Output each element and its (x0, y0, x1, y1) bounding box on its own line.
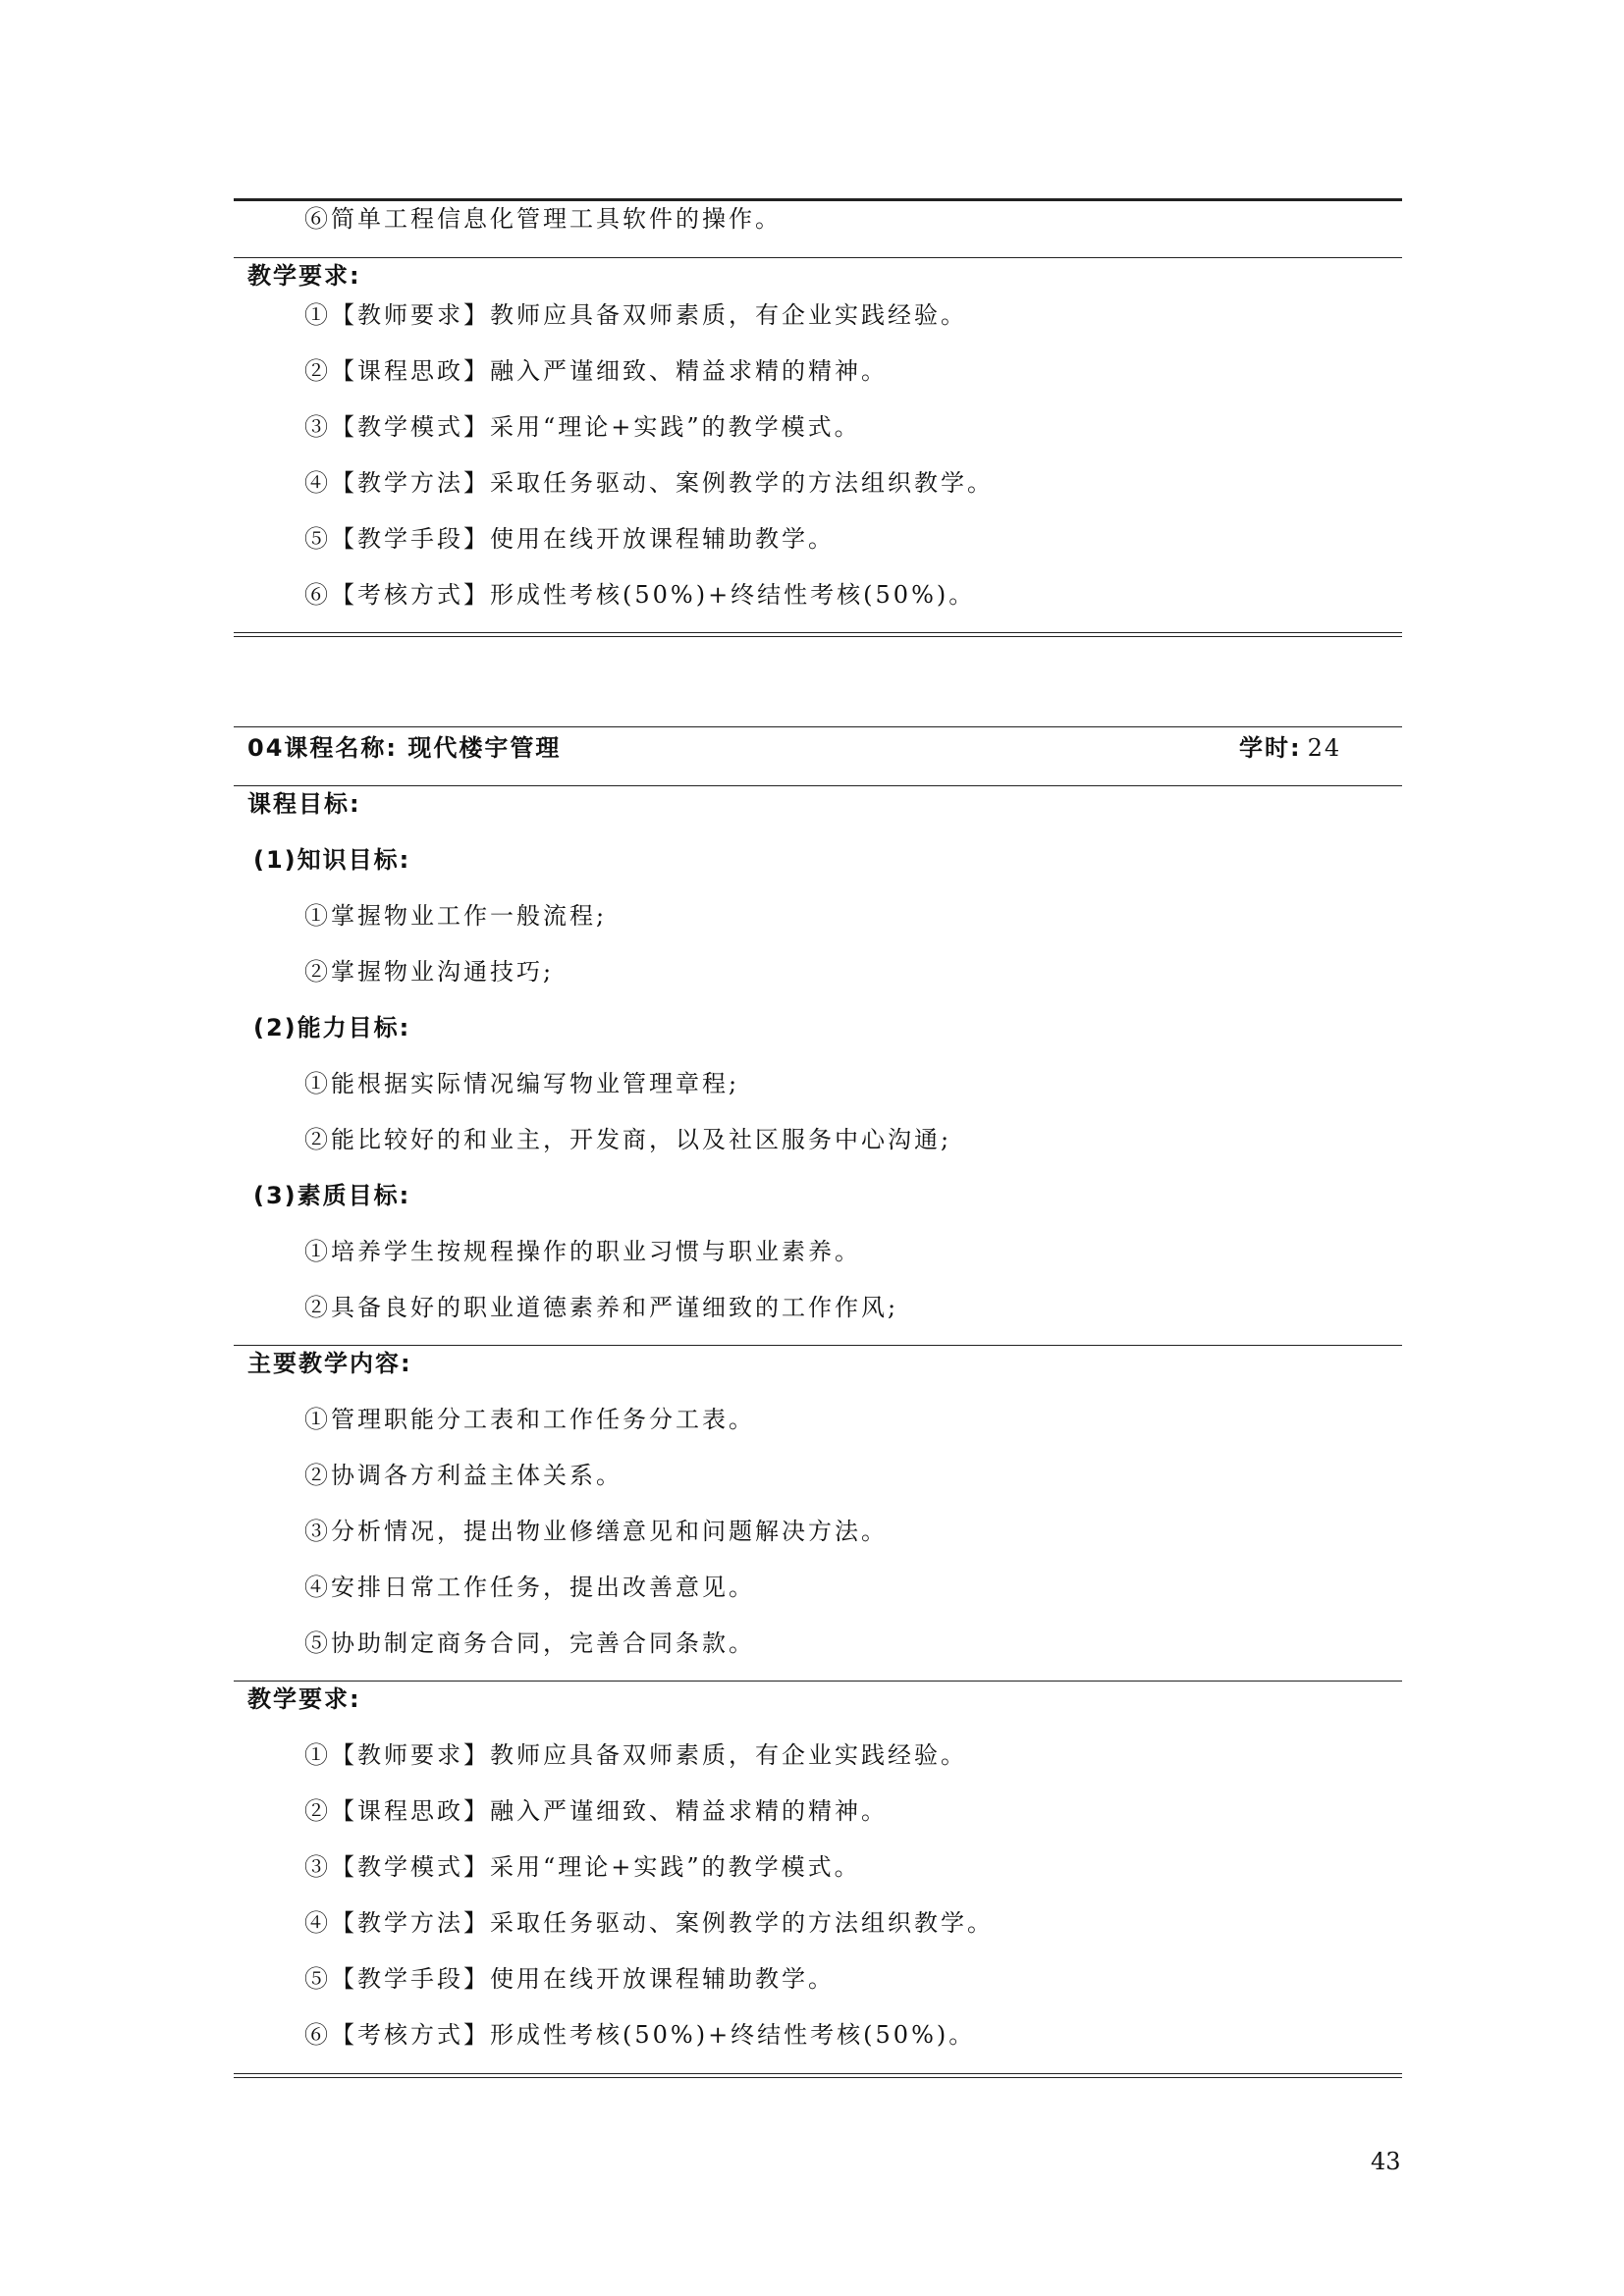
course-hours (1239, 731, 1341, 765)
page-number: 43 (1371, 2148, 1401, 2175)
goals-heading: 课程目标: (247, 790, 361, 818)
section-divider (234, 257, 1402, 258)
course-block-04 (234, 724, 1402, 2089)
ability-item: ①能根据实际情况编写物业管理章程; (304, 1070, 740, 1097)
requirements-heading: 教学要求: (247, 1685, 361, 1713)
content-heading: 主要教学内容: (247, 1350, 412, 1377)
requirement-item: ④【教学方法】采取任务驱动、案例教学的方法组织教学。 (304, 469, 994, 497)
requirement-item: ③【教学模式】采用“理论+实践”的教学模式。 (304, 1853, 861, 1881)
content-item: ②协调各方利益主体关系。 (304, 1462, 623, 1489)
requirement-item: ⑥【考核方式】形成性考核(50%)+终结性考核(50%)。 (304, 581, 976, 609)
ability-item: ②能比较好的和业主，开发商，以及社区服务中心沟通; (304, 1126, 952, 1153)
hours-label: 学时: (1239, 734, 1302, 762)
section-divider (234, 1681, 1402, 1682)
requirement-item: ②【课程思政】融入严谨细致、精益求精的精神。 (304, 1797, 888, 1825)
knowledge-heading: (1)知识目标: (253, 846, 411, 874)
requirement-item: ⑥【考核方式】形成性考核(50%)+终结性考核(50%)。 (304, 2021, 976, 2049)
knowledge-item: ①掌握物业工作一般流程; (304, 902, 608, 930)
quality-heading: (3)素质目标: (253, 1182, 411, 1209)
course-title: 04课程名称: 现代楼宇管理 (247, 734, 562, 762)
top-rule (234, 726, 1402, 727)
bottom-rule (234, 632, 1402, 637)
quality-item: ②具备良好的职业道德素养和严谨细致的工作作风; (304, 1294, 899, 1321)
section-divider (234, 785, 1402, 786)
content-item: ④安排日常工作任务，提出改善意见。 (304, 1574, 755, 1601)
bottom-rule (234, 2073, 1402, 2078)
course-block-continued (234, 196, 1402, 640)
knowledge-item: ②掌握物业沟通技巧; (304, 958, 555, 986)
hours-value: 24 (1307, 734, 1342, 762)
requirement-item: ①【教师要求】教师应具备双师素质，有企业实践经验。 (304, 1741, 967, 1769)
section-divider (234, 1345, 1402, 1346)
requirement-item: ⑤【教学手段】使用在线开放课程辅助教学。 (304, 525, 835, 553)
requirement-item: ②【课程思政】融入严谨细致、精益求精的精神。 (304, 357, 888, 385)
requirement-item: ③【教学模式】采用“理论+实践”的教学模式。 (304, 413, 861, 441)
requirement-item: ④【教学方法】采取任务驱动、案例教学的方法组织教学。 (304, 1909, 994, 1937)
top-rule (234, 198, 1402, 201)
requirements-heading: 教学要求: (247, 262, 361, 290)
ability-heading: (2)能力目标: (253, 1014, 411, 1041)
quality-item: ①培养学生按规程操作的职业习惯与职业素养。 (304, 1238, 861, 1265)
content-item: ⑤协助制定商务合同，完善合同条款。 (304, 1629, 755, 1657)
content-item: ③分析情况，提出物业修缮意见和问题解决方法。 (304, 1518, 888, 1545)
content-item: ⑥简单工程信息化管理工具软件的操作。 (304, 205, 782, 233)
content-item: ①管理职能分工表和工作任务分工表。 (304, 1406, 755, 1433)
requirement-item: ⑤【教学手段】使用在线开放课程辅助教学。 (304, 1965, 835, 1993)
requirement-item: ①【教师要求】教师应具备双师素质，有企业实践经验。 (304, 301, 967, 329)
